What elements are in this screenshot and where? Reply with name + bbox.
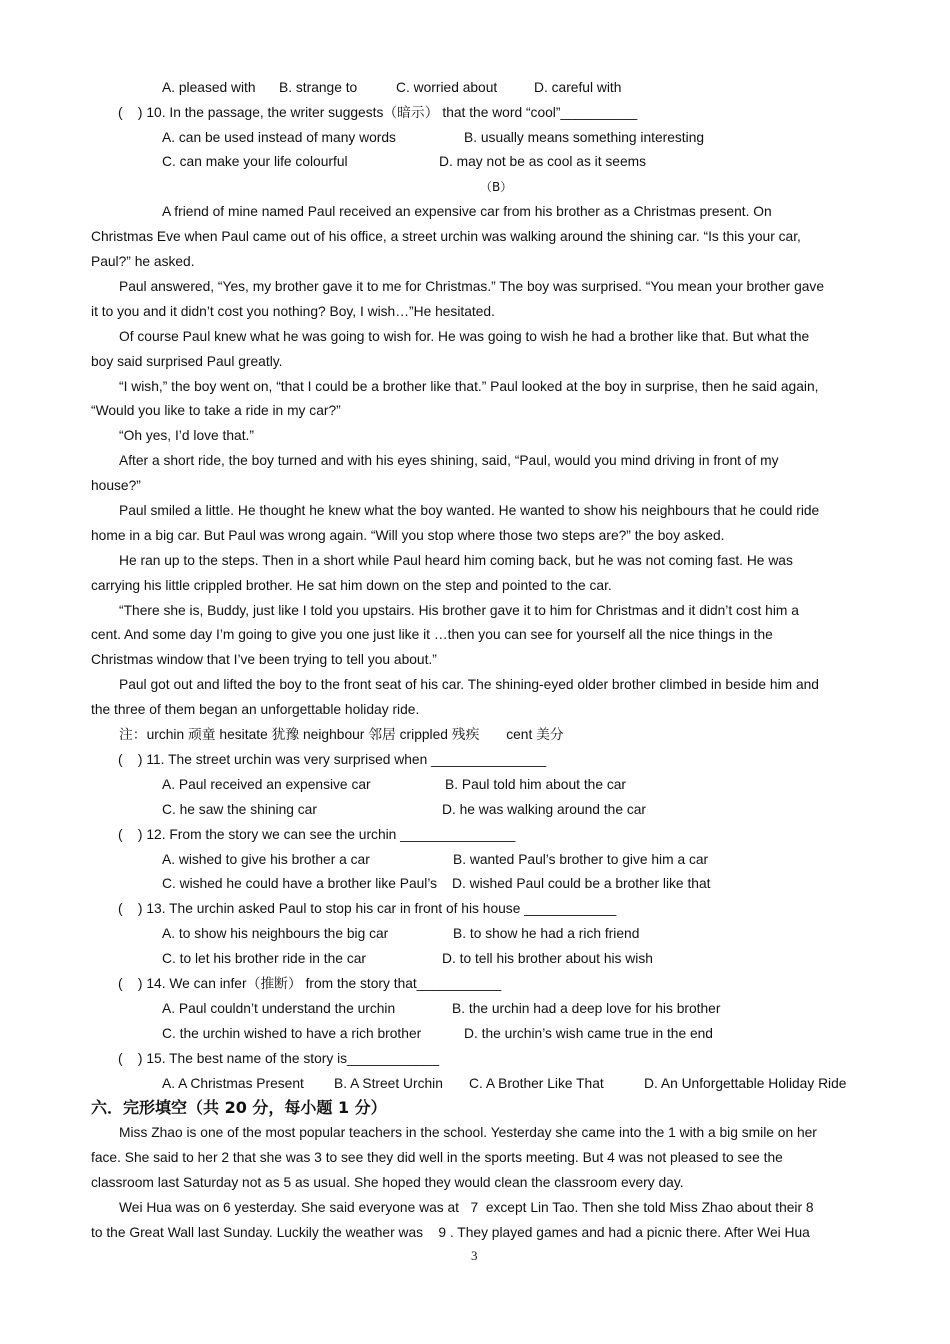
option-b: B. to show he had a rich friend (453, 926, 640, 941)
passage-line: Of course Paul knew what he was going to wish for. He was going to wish he had a brother like that. But what the (119, 329, 810, 344)
passage-line: “I wish,” the boy went on, “that I could be a brother like that.” Paul looked at the boy in surprise, then he said again, (119, 379, 819, 394)
option-a: A. to show his neighbours the big car (162, 926, 389, 941)
option-c: C. A Brother Like That (469, 1076, 604, 1091)
passage-line: Paul smiled a little. He thought he knew what the boy wanted. He wanted to show his neighbours that he could ride (119, 503, 820, 518)
q9-option-d: D. careful with (534, 80, 622, 95)
option-b: B. usually means something interesting (464, 130, 705, 145)
passage-line: classroom last Saturday not as 5 as usual. She hoped they would clean the classroom every day. (91, 1175, 684, 1190)
passage-line: to the Great Wall last Sunday. Luckily the weather was 9 . They played games and had a picnic there. After Wei Hua (91, 1225, 810, 1240)
option-c: C. he saw the shining car (162, 802, 317, 817)
option-c: C. wished he could have a brother like Paul’s (162, 876, 438, 891)
option-b: B. Paul told him about the car (445, 777, 626, 792)
passage-line: Christmas Eve when Paul came out of his office, a street urchin was walking around the shining car. “Is this your car, (91, 229, 801, 244)
passage-line: home in a big car. But Paul was wrong again. “Will you stop where those two steps are?” the boy asked. (91, 528, 725, 543)
section-b-label: （B） (480, 180, 513, 194)
passage-line: cent. And some day I’m going to give you one just like it …then you can see for yourself all the nice things in the (91, 627, 773, 642)
passage-line: carrying his little crippled brother. He sat him down on the step and pointed to the car. (91, 578, 612, 593)
passage-line: it to you and it didn’t cost you nothing? Boy, I wish…”He hesitated. (91, 304, 495, 319)
passage-line: Miss Zhao is one of the most popular teachers in the school. Yesterday she came into the 1 with a big smile on her (119, 1125, 817, 1140)
passage-line: boy said surprised Paul greatly. (91, 354, 283, 369)
vocabulary-note: 注：urchin 顽童 hesitate 犹豫 neighbour 邻居 crippled 残疾 cent 美分 (119, 727, 564, 742)
passage-line: Christmas window that I’ve been trying to tell you about.” (91, 652, 437, 667)
option-d: D. may not be as cool as it seems (439, 154, 647, 169)
option-a: A. Paul couldn’t understand the urchin (162, 1001, 396, 1016)
passage-line: Paul answered, “Yes, my brother gave it to me for Christmas.” The boy was surprised. “You mean your brother gave (119, 279, 824, 294)
passage-line: house?” (91, 478, 141, 493)
q9-option-c: C. worried about (396, 80, 498, 95)
passage-line: Paul?” he asked. (91, 254, 195, 269)
option-a: A. wished to give his brother a car (162, 852, 370, 867)
option-d: D. he was walking around the car (442, 802, 646, 817)
option-c: C. can make your life colourful (162, 154, 348, 169)
passage-line: Paul got out and lifted the boy to the front seat of his car. The shining-eyed older brother climbed in beside him and (119, 677, 819, 692)
q9-option-a: A. pleased with (162, 80, 256, 95)
option-d: D. the urchin’s wish came true in the end (464, 1026, 713, 1041)
question-stem: ( ) 15. The best name of the story is____________ (118, 1051, 440, 1066)
passage-line: “Would you like to take a ride in my car?” (91, 403, 341, 418)
passage-line: the three of them began an unforgettable holiday ride. (91, 702, 420, 717)
option-b: B. wanted Paul’s brother to give him a car (453, 852, 709, 867)
passage-line: “Oh yes, I’d love that.” (119, 428, 254, 443)
question-stem: ( ) 13. The urchin asked Paul to stop his car in front of his house ____________ (118, 901, 617, 916)
option-a: A. A Christmas Present (162, 1076, 304, 1091)
question-stem: ( ) 11. The street urchin was very surprised when _______________ (118, 752, 547, 767)
option-d: D. An Unforgettable Holiday Ride (644, 1076, 847, 1091)
passage-line: Wei Hua was on 6 yesterday. She said everyone was at 7 except Lin Tao. Then she told Miss Zhao about their 8 (119, 1200, 814, 1215)
option-b: B. A Street Urchin (334, 1076, 443, 1091)
option-a: A. Paul received an expensive car (162, 777, 371, 792)
option-c: C. to let his brother ride in the car (162, 951, 366, 966)
option-d: D. to tell his brother about his wish (442, 951, 653, 966)
question-stem: ( ) 12. From the story we can see the urchin _______________ (118, 827, 516, 842)
question-stem: ( ) 10. In the passage, the writer suggests（暗示） that the word “cool”__________ (118, 105, 638, 120)
page-number: 3 (471, 1248, 478, 1263)
passage-line: “There she is, Buddy, just like I told you upstairs. His brother gave it to him for Christmas and it didn’t cost him a (119, 603, 799, 618)
passage-line: A friend of mine named Paul received an expensive car from his brother as a Christmas present. On (162, 204, 772, 219)
section-6-heading: 六．完形填空（共 20 分，每小题 1 分） (91, 1098, 387, 1117)
option-a: A. can be used instead of many words (162, 130, 396, 145)
option-b: B. the urchin had a deep love for his brother (452, 1001, 721, 1016)
option-d: D. wished Paul could be a brother like that (452, 876, 711, 891)
passage-line: He ran up to the steps. Then in a short while Paul heard him coming back, but he was not coming fast. He was (119, 553, 793, 568)
option-c: C. the urchin wished to have a rich brother (162, 1026, 422, 1041)
question-stem: ( ) 14. We can infer（推断） from the story that___________ (118, 976, 502, 991)
passage-line: face. She said to her 2 that she was 3 to see they did well in the sports meeting. But 4 was not pleased to see the (91, 1150, 783, 1165)
passage-line: After a short ride, the boy turned and with his eyes shining, said, “Paul, would you mind driving in front of my (119, 453, 779, 468)
q9-option-b: B. strange to (279, 80, 358, 95)
